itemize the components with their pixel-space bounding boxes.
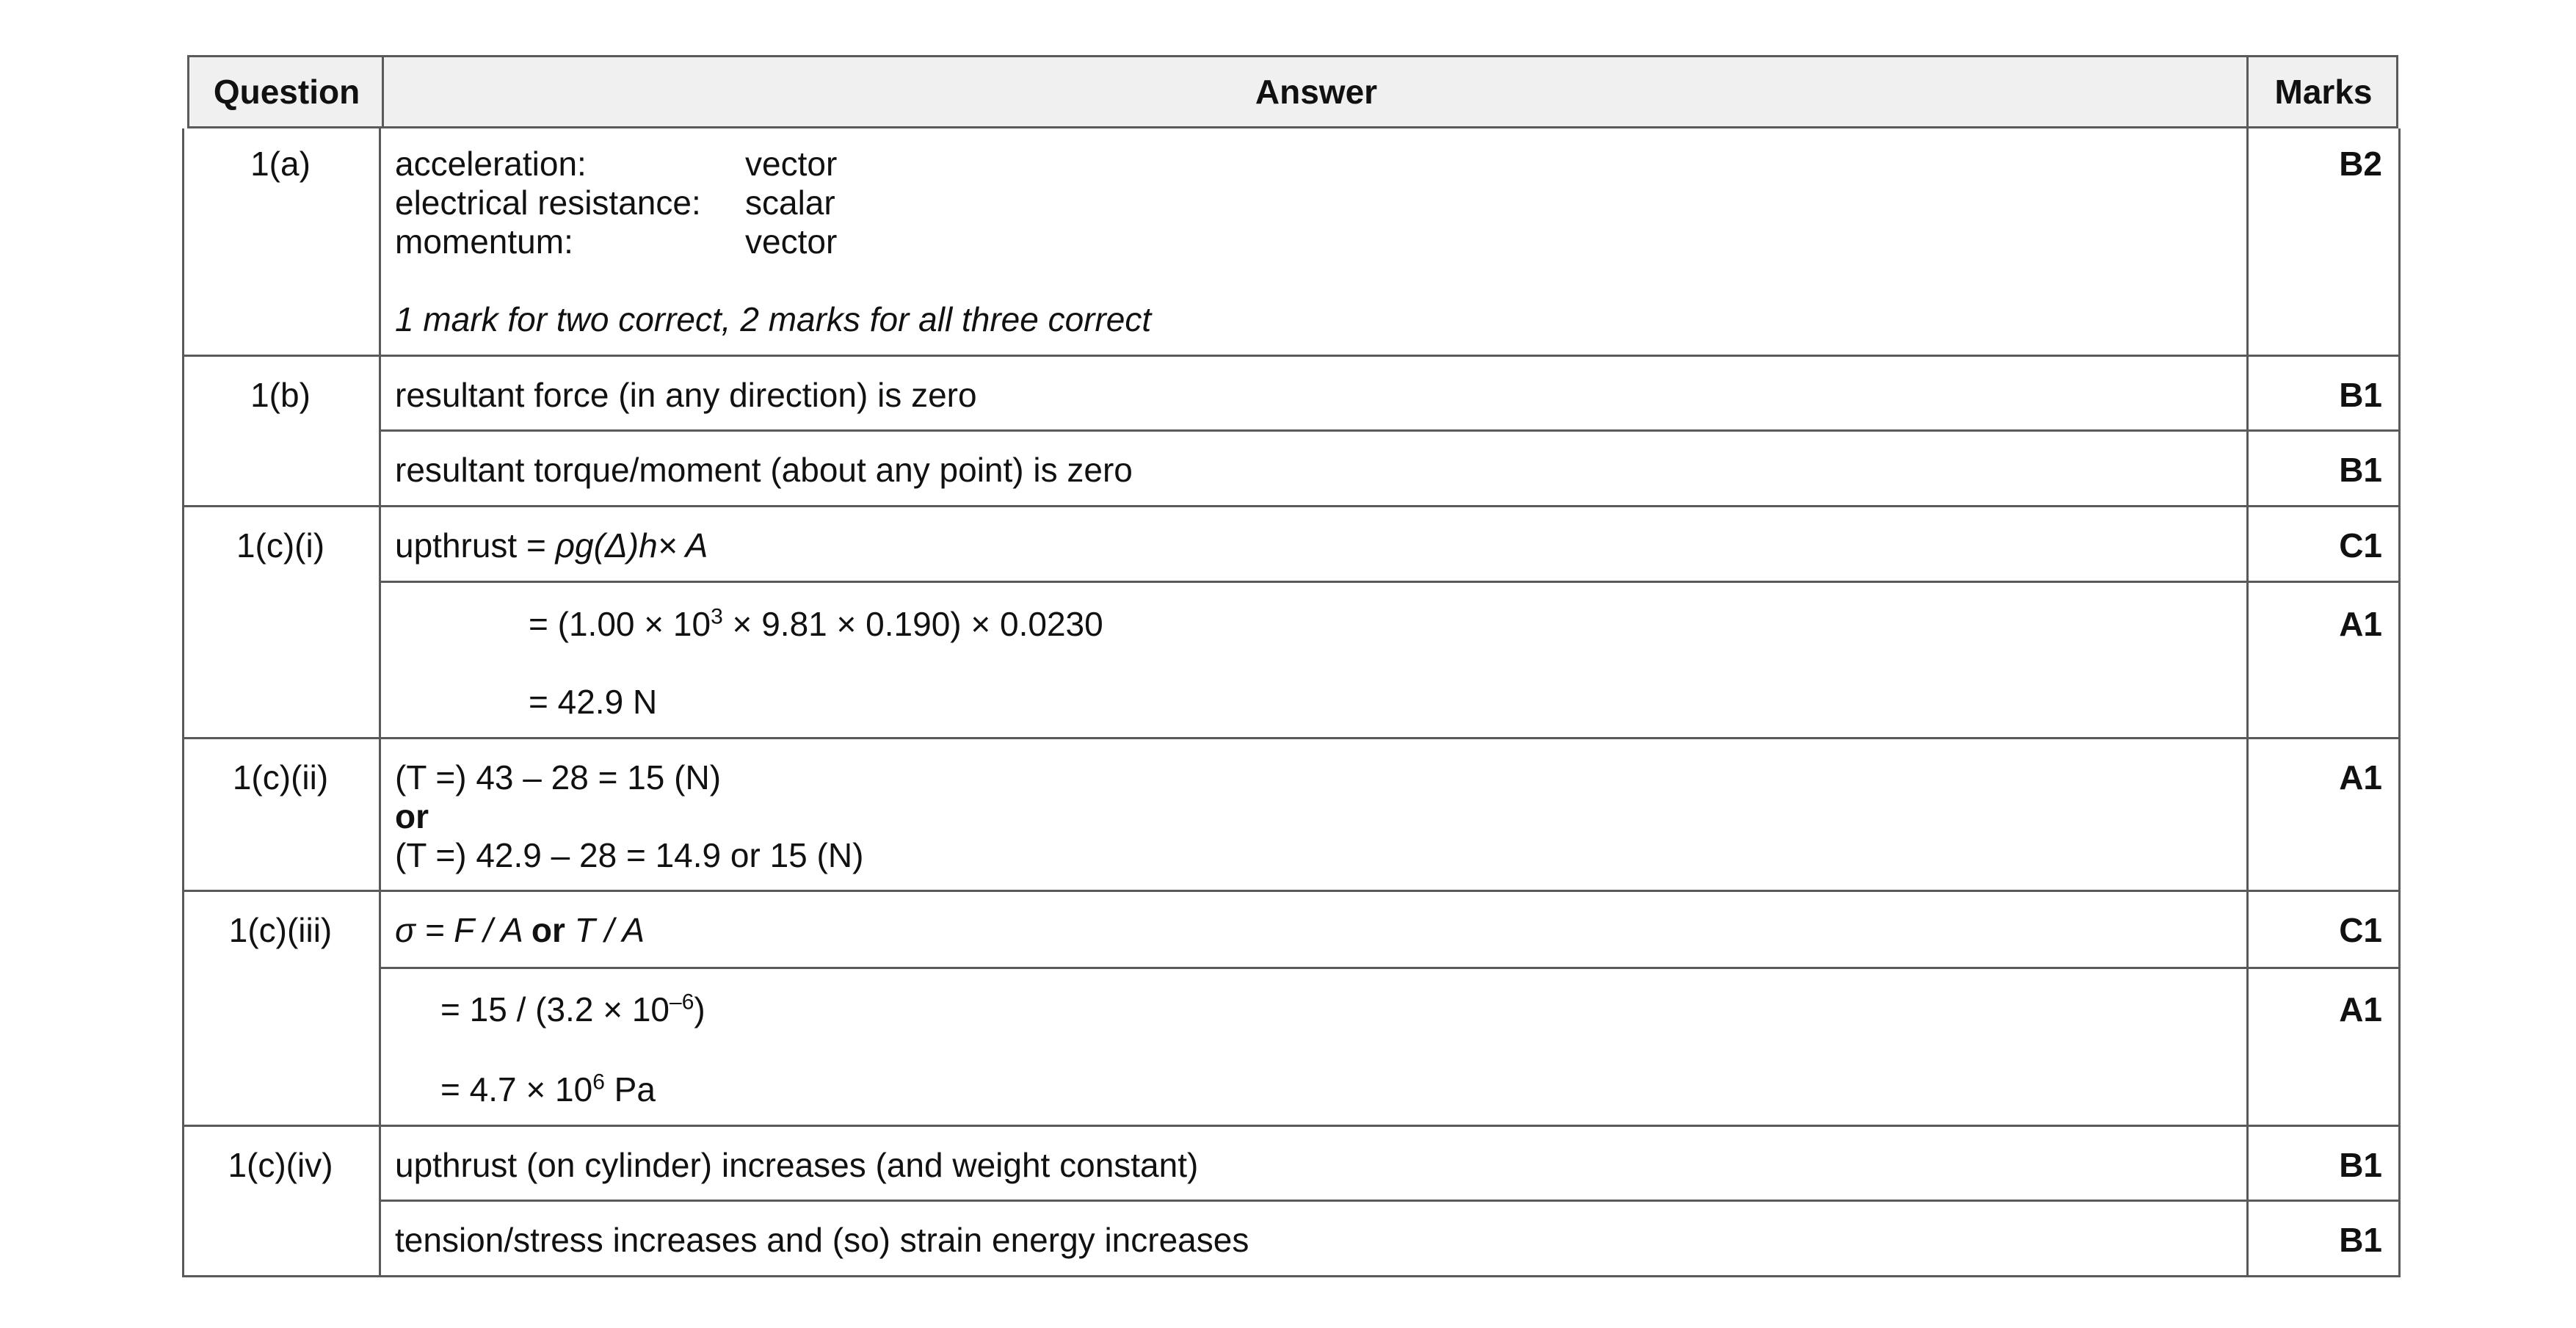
header-answer: Answer — [1255, 73, 1378, 111]
mark-code: B1 — [2339, 376, 2382, 414]
row-divider — [182, 1125, 2401, 1127]
mark-code: A1 — [2339, 605, 2382, 643]
mark-code: B1 — [2339, 1221, 2382, 1259]
answer-line: (T =) 42.9 – 28 = 14.9 or 15 (N) — [395, 836, 864, 874]
table-border-right — [2398, 128, 2401, 1277]
answer-term: electrical resistance: — [395, 184, 701, 222]
answer-line: tension/stress increases and (so) strain energy increases — [395, 1221, 1249, 1259]
answer-line: resultant torque/moment (about any point) is zero — [395, 451, 1133, 489]
marks-column-divider — [2246, 128, 2249, 1277]
mark-code: B1 — [2339, 451, 2382, 489]
answer-line: σ = F / A or T / A — [395, 911, 645, 949]
subrow-divider — [379, 429, 2401, 432]
table-bottom-border — [182, 1275, 2401, 1277]
header-divider — [382, 55, 384, 128]
mark-code: B2 — [2339, 145, 2382, 183]
question-number: 1(c)(ii) — [232, 758, 329, 797]
answer-line: = 42.9 N — [529, 683, 658, 721]
answer-line: = $(1.00 \times 10^3 \times 9.81 \times 0.190) \times 0.0230$ — [529, 604, 1103, 643]
row-divider — [182, 890, 2401, 892]
row-divider — [182, 737, 2401, 739]
or-connector: or — [395, 797, 429, 835]
answer-value: vector — [745, 145, 838, 183]
header-marks: Marks — [2274, 73, 2373, 111]
header-question: Question — [213, 73, 360, 111]
answer-term: acceleration: — [395, 145, 587, 183]
question-number: 1(a) — [250, 145, 311, 183]
mark-code: C1 — [2339, 911, 2382, 949]
mark-code: A1 — [2339, 758, 2382, 797]
answer-term: momentum: — [395, 222, 573, 261]
subrow-divider — [379, 967, 2401, 969]
answer-line: (T =) 43 – 28 = 15 (N) — [395, 758, 722, 797]
table-border-left — [182, 128, 184, 1277]
answer-value: scalar — [745, 184, 835, 222]
answer-line: = $4.7 \times 10^6$ Pa — [440, 1070, 656, 1109]
upthrust-formula: ρg(Δ)h× A — [555, 526, 708, 565]
answer-value: vector — [745, 222, 838, 261]
answer-line: upthrust = ρg(Δ)h× A — [395, 526, 708, 565]
question-number: 1(c)(iv) — [228, 1146, 333, 1184]
table-header — [187, 55, 2398, 128]
header-divider — [2246, 55, 2249, 128]
question-column-divider — [379, 128, 381, 1277]
row-divider — [182, 355, 2401, 357]
question-number: 1(b) — [250, 376, 311, 414]
question-number: 1(c)(i) — [236, 526, 325, 565]
answer-line: = $15 / (3.2 \times 10^{-6})$ — [440, 990, 705, 1028]
question-number: 1(c)(iii) — [228, 911, 333, 949]
mark-code: A1 — [2339, 990, 2382, 1028]
answer-line: upthrust (on cylinder) increases (and weight constant) — [395, 1146, 1199, 1184]
subrow-divider — [379, 581, 2401, 583]
answer-line: resultant force (in any direction) is zero — [395, 376, 977, 414]
mark-code: B1 — [2339, 1146, 2382, 1184]
row-divider — [182, 505, 2401, 507]
marking-note: 1 mark for two correct, 2 marks for all three correct — [395, 300, 1152, 338]
mark-code: C1 — [2339, 526, 2382, 565]
subrow-divider — [379, 1200, 2401, 1202]
